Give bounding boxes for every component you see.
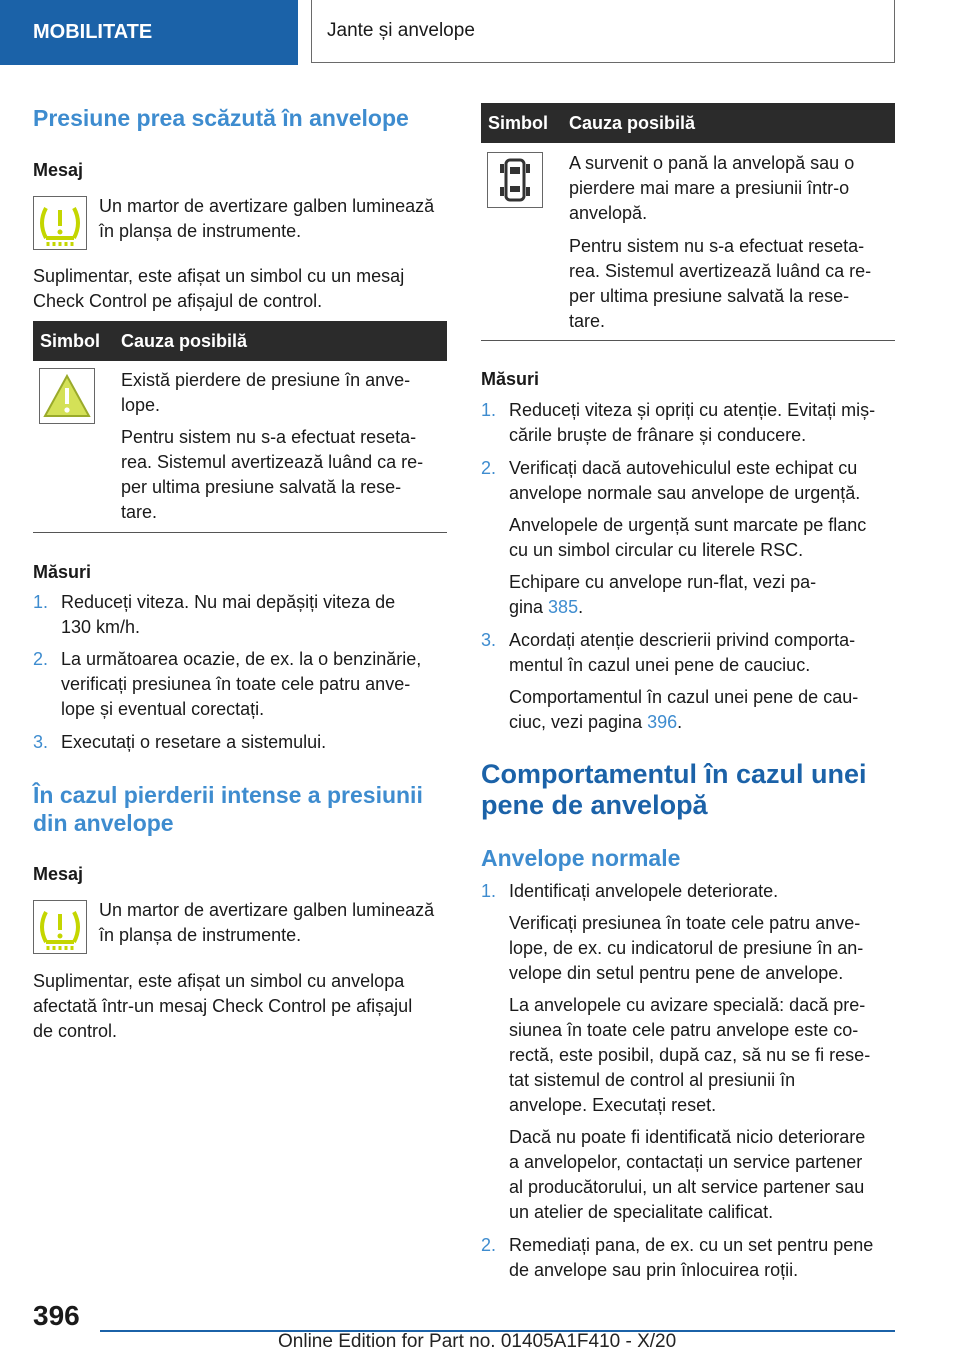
step-text-line: La anvelopele cu avizare specială: dacă pre- [509,995,866,1015]
step-number: 3. [33,732,49,752]
table-cell-line: rea. Sistemul avertizează luând ca re- [121,452,424,472]
table-cell-line: Pentru sistem nu s-a efectuat reseta- [569,236,865,256]
paragraph-line: Suplimentar, este afișat un simbol cu anvelopa [33,971,405,991]
message-label: Mesaj [33,160,84,180]
link-prefix: gina [509,597,549,617]
step-text-line: Acordați atenție descrierii privind comporta- [509,630,856,650]
step-text-line: anvelope. Executați reset. [509,1095,717,1115]
link-prefix: ciuc, vezi pagina [509,712,648,732]
step-text-line [509,710,682,735]
message-text-line: Un martor de avertizare galben luminează [99,196,435,216]
heading-intense-loss: În cazul pierderii intense a presiunii [33,782,423,808]
step-text-line: de anvelope sau prin înlocuirea roții. [509,1260,799,1280]
table-divider [481,340,895,341]
table-cell-line: tare. [121,502,158,522]
table-cell-line: tare. [569,311,606,331]
section-tab [0,0,298,65]
heading-low-pressure: Presiune prea scăzută în anvelope [33,105,409,131]
step-text-line: Dacă nu poate fi identificată nicio deteriorare [509,1127,866,1147]
pressure-loss-triangle-icon [39,368,95,424]
table-cell-line: Există pierdere de presiune în anve- [121,370,411,390]
section-title: MOBILITATE [33,21,153,43]
column-header-symbol: Simbol [488,113,549,133]
car-tire-damage-icon [487,152,543,208]
step-text-line: Remediați pana, de ex. cu un set pentru pene [509,1235,874,1255]
step-text-line: mentul în cazul unei pene de cauciuc. [509,655,811,675]
step-text-line: a anvelopelor, contactați un service partener [509,1152,863,1172]
step-text-line: Verificați dacă autovehiculul este echipat cu [509,458,858,478]
step-text-line: siunea în toate cele patru anvelope este co- [509,1020,859,1040]
table-cell-line: pierdere mai mare a presiunii într-o [569,178,850,198]
chapter-title: Jante și anvelope [327,20,475,41]
table-cell-line: anvelopă. [569,203,648,223]
table-header [33,321,447,361]
table-cell-line: per ultima presiune salvată la rese- [121,477,402,497]
message-text-line: în planșa de instrumente. [99,221,302,241]
step-text-line: verificați presiunea în toate cele patru anve- [61,674,411,694]
table-header [481,103,895,143]
step-text-line: al producătorului, un alt service partener sau [509,1177,865,1197]
table-cell-line: Pentru sistem nu s-a efectuat reseta- [121,427,417,447]
table-cell-line: per ultima presiune salvată la rese- [569,286,850,306]
column-header-symbol: Simbol [40,331,101,351]
step-text-line: Verificați presiunea în toate cele patru anve- [509,913,861,933]
step-text-line: Identificați anvelopele deteriorate. [509,881,779,901]
step-text-line: 130 km/h. [61,617,141,637]
heading-normal-tires: Anvelope normale [481,845,681,871]
paragraph-line: Check Control pe afișajul de control. [33,291,323,311]
step-text-line: lope și eventual corectați. [61,699,265,719]
step-text-line: La următoarea ocazie, de ex. la o benzinărie, [61,649,422,669]
heading-intense-loss-cont: din anvelope [33,810,174,836]
step-number: 1. [481,881,497,901]
step-number: 1. [33,592,49,612]
edition-note: Online Edition for Part no. 01405A1F410 - X/20 [278,1331,677,1352]
step-text-line: Reduceți viteza. Nu mai depășiți viteza de [61,592,396,612]
step-text-line: rectă, este posibil, după caz, să nu se fi rese- [509,1045,871,1065]
paragraph-line: Suplimentar, este afișat un simbol cu un mesaj [33,266,405,286]
step-text-line: Anvelopele de urgență sunt marcate pe flanc [509,515,867,535]
tire-pressure-warning-icon [33,900,87,954]
link-suffix: . [677,712,683,732]
heading-flat-tire-behavior-cont: pene de anvelopă [481,790,708,820]
step-text-line: Reduceți viteza și opriți cu atenție. Evitați miș- [509,400,876,420]
table-divider [33,532,447,533]
step-text-line [509,595,583,620]
page-link-396[interactable]: 396 [647,712,678,732]
message-label: Mesaj [33,864,84,884]
step-text-line: velope din setul pentru pene de anvelope. [509,963,844,983]
step-number: 2. [481,458,497,478]
step-number: 3. [481,630,497,650]
measures-label: Măsuri [33,562,92,582]
table-cell-line: rea. Sistemul avertizează luând ca re- [569,261,872,281]
step-text-line: Executați o resetare a sistemului. [61,732,327,752]
step-text-line: Comportamentul în cazul unei pene de cau- [509,687,859,707]
step-number: 2. [481,1235,497,1255]
message-text-line: Un martor de avertizare galben luminează [99,900,435,920]
step-text-line: Echipare cu anvelope run-flat, vezi pa- [509,572,817,592]
page-link-385[interactable]: 385 [548,597,579,617]
tire-pressure-warning-icon [33,196,87,250]
paragraph-line: afectată într-un mesaj Check Control pe afișajul [33,996,413,1016]
link-suffix: . [578,597,584,617]
step-text-line: cu un simbol circular cu literele RSC. [509,540,804,560]
step-text-line: cările bruște de frânare și conducere. [509,425,807,445]
column-header-cause: Cauza posibilă [569,113,696,133]
step-text-line: un atelier de specialitate calificat. [509,1202,774,1222]
step-number: 2. [33,649,49,669]
chapter-tab [311,0,895,63]
column-header-cause: Cauza posibilă [121,331,248,351]
step-text-line: lope, de ex. cu indicatorul de presiune în an- [509,938,864,958]
measures-label: Măsuri [481,369,540,389]
step-text-line: anvelope normale sau anvelope de urgență. [509,483,861,503]
table-cell-line: A survenit o pană la anvelopă sau o [569,153,855,173]
step-number: 1. [481,400,497,420]
heading-flat-tire-behavior: Comportamentul în cazul unei [481,759,867,789]
paragraph-line: de control. [33,1021,118,1041]
step-text-line: tat sistemul de control al presiunii în [509,1070,796,1090]
table-cell-line: lope. [121,395,161,415]
page-number: 396 [33,1300,80,1331]
message-text-line: în planșa de instrumente. [99,925,302,945]
